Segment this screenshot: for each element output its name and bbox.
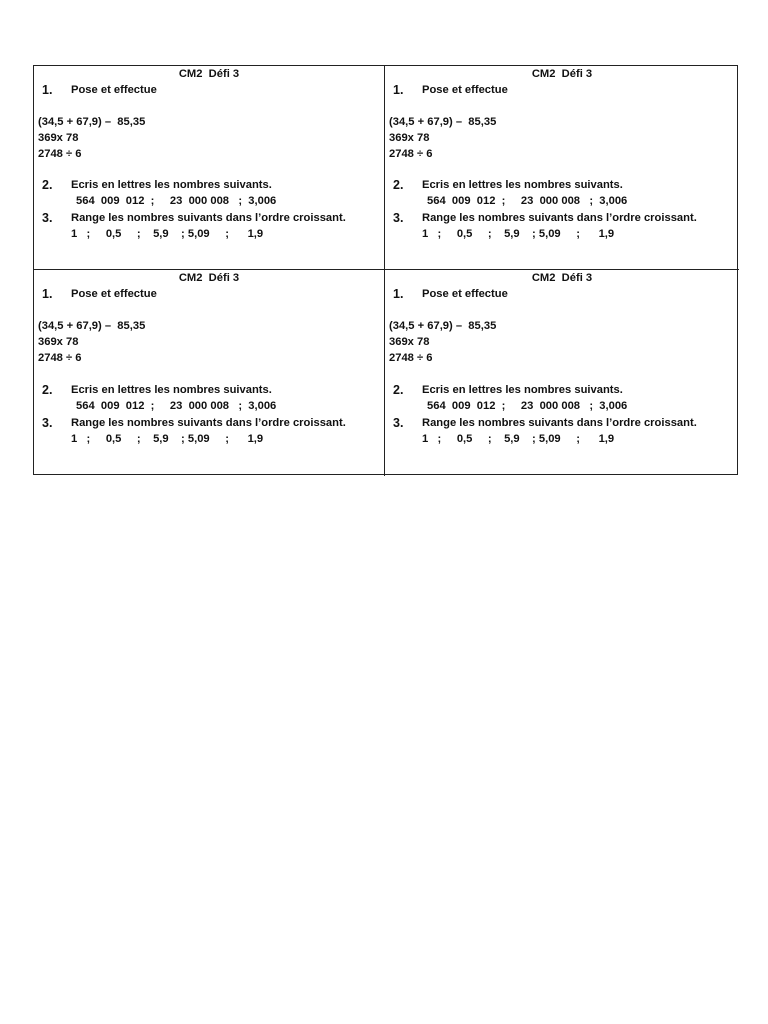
q2-text: Ecris en lettres les nombres suivants. bbox=[422, 384, 623, 396]
q3-text: Range les nombres suivants dans l’ordre croissant. bbox=[71, 417, 346, 429]
q2-number: 2. bbox=[42, 383, 53, 397]
operation-1: (34,5 + 67,9) – 85,35 bbox=[38, 320, 146, 332]
q3-values: 1 ; 0,5 ; 5,9 ; 5,09 ; 1,9 bbox=[71, 228, 264, 240]
exercise-card bbox=[34, 66, 385, 270]
q2-number: 2. bbox=[393, 383, 404, 397]
q1-text: Pose et effectue bbox=[71, 84, 157, 96]
card-title: CM2 Défi 3 bbox=[531, 272, 593, 284]
q3-number: 3. bbox=[42, 416, 53, 430]
operation-1: (34,5 + 67,9) – 85,35 bbox=[389, 116, 497, 128]
operation-2: 369x 78 bbox=[38, 132, 79, 144]
q2-values: 564 009 012 ; 23 000 008 ; 3,006 bbox=[427, 400, 628, 412]
q2-values: 564 009 012 ; 23 000 008 ; 3,006 bbox=[76, 400, 277, 412]
q2-text: Ecris en lettres les nombres suivants. bbox=[71, 179, 272, 191]
exercise-card bbox=[385, 66, 739, 270]
exercise-card bbox=[34, 270, 385, 476]
q2-number: 2. bbox=[393, 178, 404, 192]
operation-2: 369x 78 bbox=[38, 336, 79, 348]
q3-text: Range les nombres suivants dans l’ordre croissant. bbox=[422, 417, 697, 429]
q3-values: 1 ; 0,5 ; 5,9 ; 5,09 ; 1,9 bbox=[71, 433, 264, 445]
q1-text: Pose et effectue bbox=[71, 288, 157, 300]
operation-2: 369x 78 bbox=[389, 336, 430, 348]
q3-text: Range les nombres suivants dans l’ordre croissant. bbox=[71, 212, 346, 224]
q3-number: 3. bbox=[42, 211, 53, 225]
operation-3: 2748 ÷ 6 bbox=[38, 352, 82, 364]
q2-values: 564 009 012 ; 23 000 008 ; 3,006 bbox=[76, 195, 277, 207]
q3-text: Range les nombres suivants dans l’ordre croissant. bbox=[422, 212, 697, 224]
q3-number: 3. bbox=[393, 416, 404, 430]
q3-values: 1 ; 0,5 ; 5,9 ; 5,09 ; 1,9 bbox=[422, 433, 615, 445]
q2-values: 564 009 012 ; 23 000 008 ; 3,006 bbox=[427, 195, 628, 207]
card-title: CM2 Défi 3 bbox=[178, 68, 240, 80]
exercise-card bbox=[385, 270, 739, 476]
q2-number: 2. bbox=[42, 178, 53, 192]
q1-text: Pose et effectue bbox=[422, 84, 508, 96]
operation-1: (34,5 + 67,9) – 85,35 bbox=[38, 116, 146, 128]
operation-2: 369x 78 bbox=[389, 132, 430, 144]
operation-1: (34,5 + 67,9) – 85,35 bbox=[389, 320, 497, 332]
q3-number: 3. bbox=[393, 211, 404, 225]
card-title: CM2 Défi 3 bbox=[178, 272, 240, 284]
q1-number: 1. bbox=[42, 83, 53, 97]
operation-3: 2748 ÷ 6 bbox=[38, 148, 82, 160]
q3-values: 1 ; 0,5 ; 5,9 ; 5,09 ; 1,9 bbox=[422, 228, 615, 240]
q1-text: Pose et effectue bbox=[422, 288, 508, 300]
q2-text: Ecris en lettres les nombres suivants. bbox=[71, 384, 272, 396]
operation-3: 2748 ÷ 6 bbox=[389, 148, 433, 160]
operation-3: 2748 ÷ 6 bbox=[389, 352, 433, 364]
card-title: CM2 Défi 3 bbox=[531, 68, 593, 80]
worksheet-grid bbox=[33, 65, 738, 475]
q1-number: 1. bbox=[393, 83, 404, 97]
q1-number: 1. bbox=[393, 287, 404, 301]
q1-number: 1. bbox=[42, 287, 53, 301]
q2-text: Ecris en lettres les nombres suivants. bbox=[422, 179, 623, 191]
